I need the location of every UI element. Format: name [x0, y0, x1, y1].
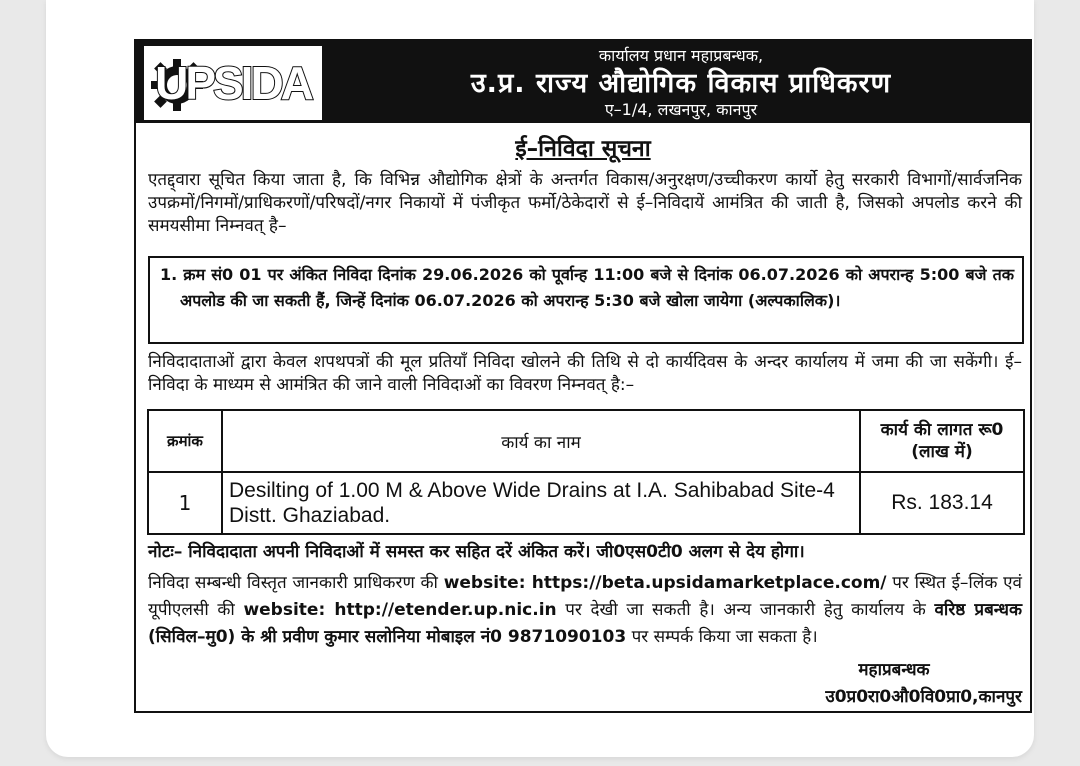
- row-serial: 1: [148, 472, 222, 534]
- info-text-2: पर स्थित ई–लिंक एवं यूपीएलसी की: [148, 573, 1023, 620]
- signatory-designation: महाप्रबन्धक: [858, 660, 930, 680]
- table-header-row: [148, 410, 1024, 472]
- notice-header: [136, 41, 1030, 123]
- schedule-box: 1. क्रम सं0 01 पर अंकित निविदा दिनांक 29.06.2026 को पूर्वान्ह 11:00 बजे से दिनांक 06.07.2026 को अपरान्ह 5:00 बजे तक अपलोड की जा सकती हैं, जिन्हें दिनांक 06.07.2026 को अपरान्ह 5:30 बजे खोला जायेगा (अल्पकालिक)।: [148, 256, 1024, 344]
- contact-person: वरिष्ठ प्रबन्धक (सिविल–मु0) के श्री प्रवीण कुमार सलोनिया मोबाइल नं0 9871090103: [148, 600, 1023, 647]
- header-cost: कार्य की लागत रू0 (लाख में): [860, 410, 1024, 472]
- table-row: [148, 472, 1024, 534]
- website-link-etender[interactable]: website: http://etender.up.nic.in: [243, 600, 557, 620]
- affidavit-paragraph: निविदादाताओं द्वारा केवल शपथपत्रों की मूल प्रतियाँ निविदा खोलने की तिथि से दो कार्यदिवस के अन्दर कार्यालय में जमा की जा सकेंगी। ई–निविदा के माध्यम से आमंत्रित की जाने वाली निविदाओं का विवरण निम्नवत् है:–: [148, 352, 1022, 395]
- row-work-name: Desilting of 1.00 M & Above Wide Drains at I.A. Sahibabad Site-4 Distt. Ghaziabad.: [222, 472, 860, 534]
- header-work-name: कार्य का नाम: [222, 410, 860, 472]
- header-serial: क्रमांक: [148, 410, 222, 472]
- intro-paragraph: एतद्द्वारा सूचित किया जाता है, कि विभिन्न औद्योगिक क्षेत्रों के अन्तर्गत विकास/अनुरक्षण/उच्चीकरण कार्यो हेतु सरकारी विभागों/सार्वजनिक उपक्रमों/निगमों/प्राधिकरणों/परिषदों/नगर निकायों में पंजीकृत फर्मो/ठेकेदारों से ई–निविदायें आमंत्रित की जाती है, जिसको अपलोड करने की समयसीमा निम्नवत् है–: [148, 170, 1022, 236]
- tax-note: नोटः– निविदादाता अपनी निविदाओं में समस्त कर सहित दरें अंकित करें। जी0एस0टी0 अलग से देय होगा।: [148, 542, 805, 562]
- authority-name: उ.प्र. राज्य औद्योगिक विकास प्राधिकरण: [470, 68, 892, 99]
- notice-title: ई–निविदा सूचना: [515, 136, 651, 162]
- info-text-4: पर सम्पर्क किया जा सकता है।: [631, 627, 818, 647]
- signatory-office: उ0प्र0रा0औ0वि0प्रा0,कानपुर: [825, 687, 1022, 707]
- tender-notice: [134, 39, 1032, 713]
- office-address: ए–1/4, लखनपुर, कानपुर: [604, 100, 758, 119]
- upsida-logo: [144, 46, 322, 120]
- logo-text: UPSIDA: [155, 57, 311, 109]
- info-paragraph: [148, 570, 1022, 651]
- office-name: कार्यालय प्रधान महाप्रबन्धक,: [598, 46, 764, 65]
- info-text-1: निविदा सम्बन्धी विस्तृत जानकारी प्राधिकरण की: [148, 573, 438, 593]
- info-text-3: पर देखी जा सकती है। अन्य जानकारी हेतु कार्यालय के: [565, 600, 926, 620]
- row-cost: Rs. 183.14: [860, 472, 1024, 534]
- notice-card: [46, 0, 1034, 757]
- website-link-marketplace[interactable]: website: https://beta.upsidamarketplace.com/: [443, 573, 887, 593]
- works-table: [147, 409, 1025, 535]
